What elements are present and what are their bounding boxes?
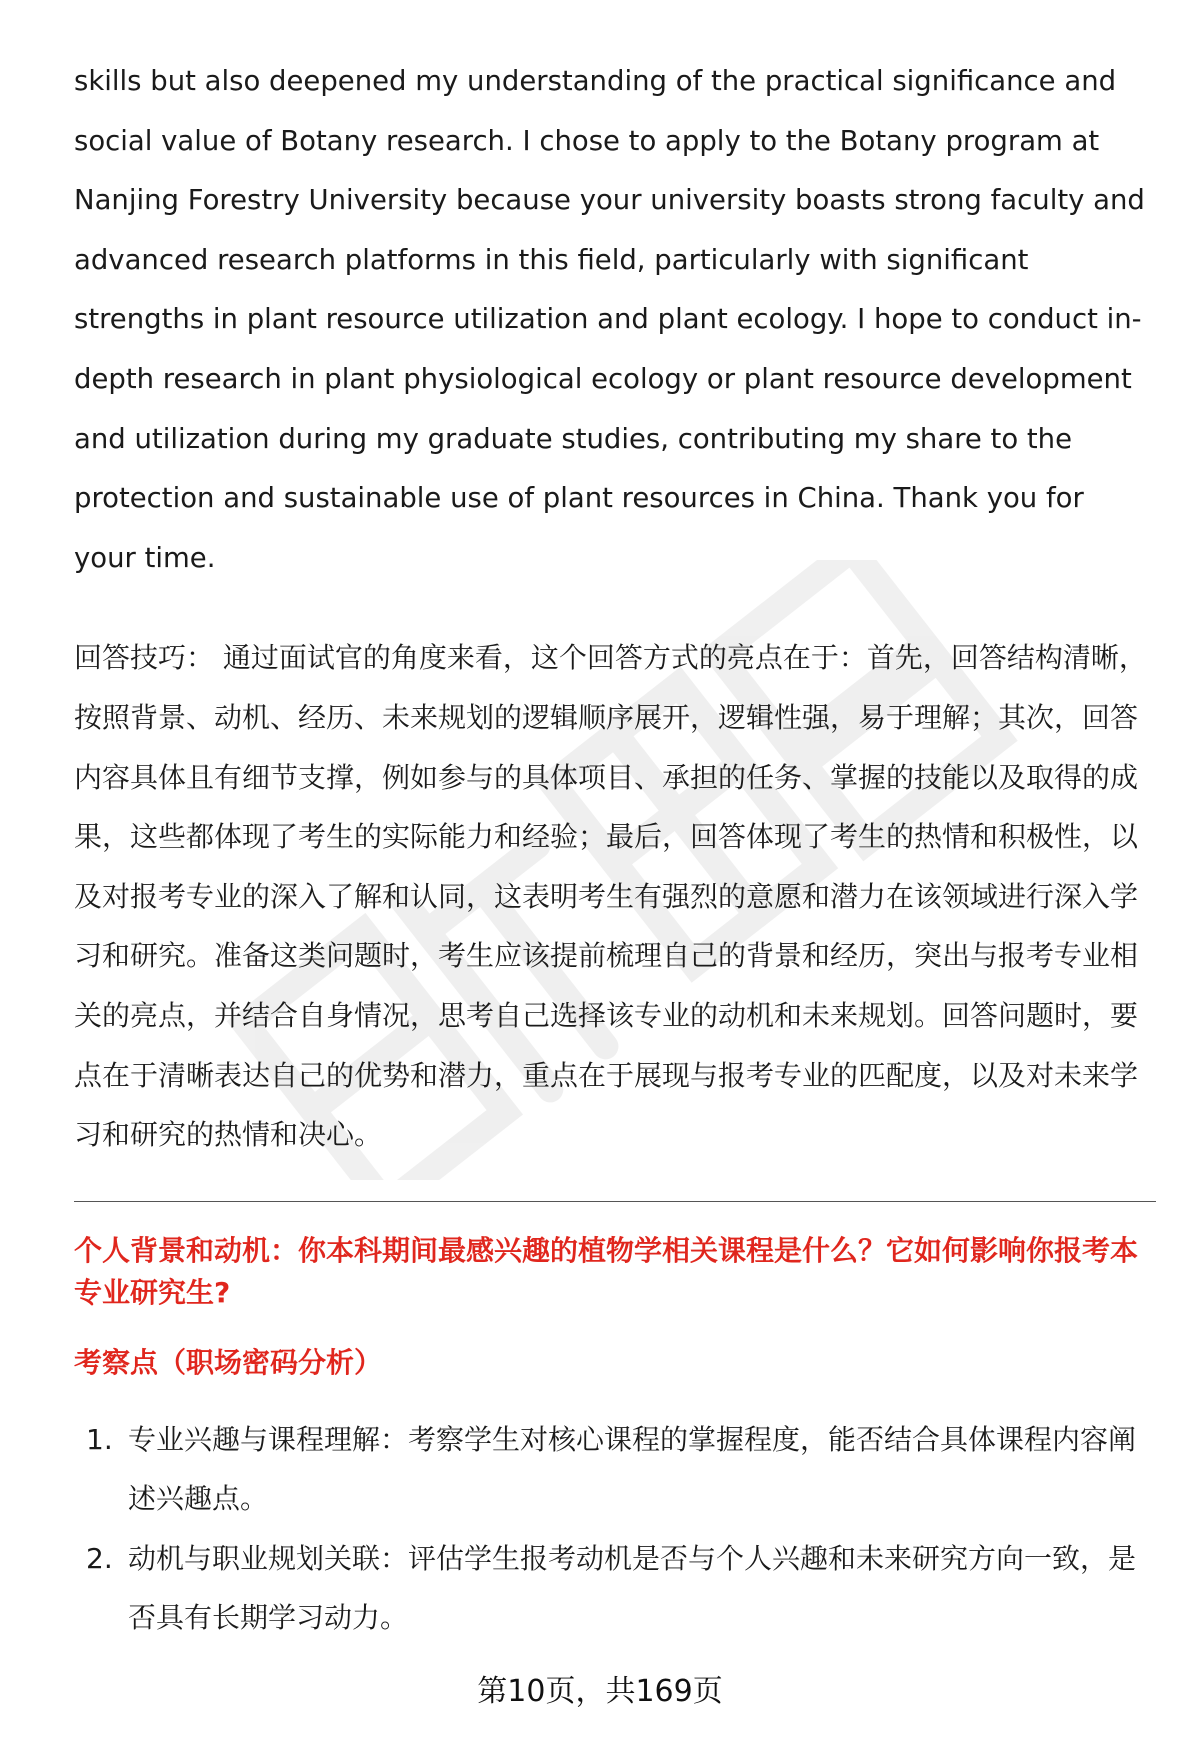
list-item xyxy=(74,1529,1154,1648)
answer-tips-paragraph: 回答技巧： 通过面试官的角度来看，这个回答方式的亮点在于：首先，回答结构清晰，按照背景、动机、经历、未来规划的逻辑顺序展开，逻辑性强，易于理解；其次，回答内容具体且有细节支撑，例如参与的具体项目、承担的任务、掌握的技能以及取得的成果，这些都体现了考生的实际能力和经验；最后，回答体现了考生的热情和积极性，以及对报考专业的深入了解和认同，这表明考生有强烈的意愿和潜力在该领域进行深入学习和研究。准备这类问题时，考生应该提前梳理自己的背景和经历，突出与报考专业相关的亮点，并结合自身情况，思考自己选择该专业的动机和未来规划。回答问题时，要点在于清晰表达自己的优势和潜力，重点在于展现与报考专业的匹配度，以及对未来学习和研究的热情和决心。 xyxy=(74,641,1147,1152)
assessment-heading: 考察点（职场密码分析） xyxy=(74,1345,383,1379)
assessment-points-list xyxy=(74,1410,1154,1648)
list-item xyxy=(74,1410,1154,1529)
interview-question: 个人背景和动机：你本科期间最感兴趣的植物学相关课程是什么？它如何影响你报考本专业研究生? xyxy=(74,1233,1139,1309)
list-item-number: 1. xyxy=(86,1422,113,1456)
sample-answer-continuation: skills but also deepened my understanding of the practical significance and social value of Botany research. I chose to apply to the Botany program at Nanjing Forestry University because your university boasts strong faculty and advanced research platforms in this field, particularly with significant strengths in plant resource utilization and plant ecology. I hope to conduct in-depth research in plant physiological ecology or plant resource development and utilization during my graduate studies, contributing my share to the protection and sustainable use of plant resources in China. Thank you for your time. xyxy=(74,65,1145,574)
list-item-number: 2. xyxy=(86,1541,113,1575)
section-divider xyxy=(74,1201,1156,1202)
page-number-footer: 第10页，共169页 xyxy=(477,1674,723,1709)
page-content xyxy=(74,52,1154,1648)
list-item-text: 专业兴趣与课程理解：考察学生对核心课程的掌握程度，能否结合具体课程内容阐述兴趣点。 xyxy=(128,1422,1137,1516)
list-item-text: 动机与职业规划关联：评估学生报考动机是否与个人兴趣和未来研究方向一致，是否具有长期学习动力。 xyxy=(128,1541,1137,1635)
